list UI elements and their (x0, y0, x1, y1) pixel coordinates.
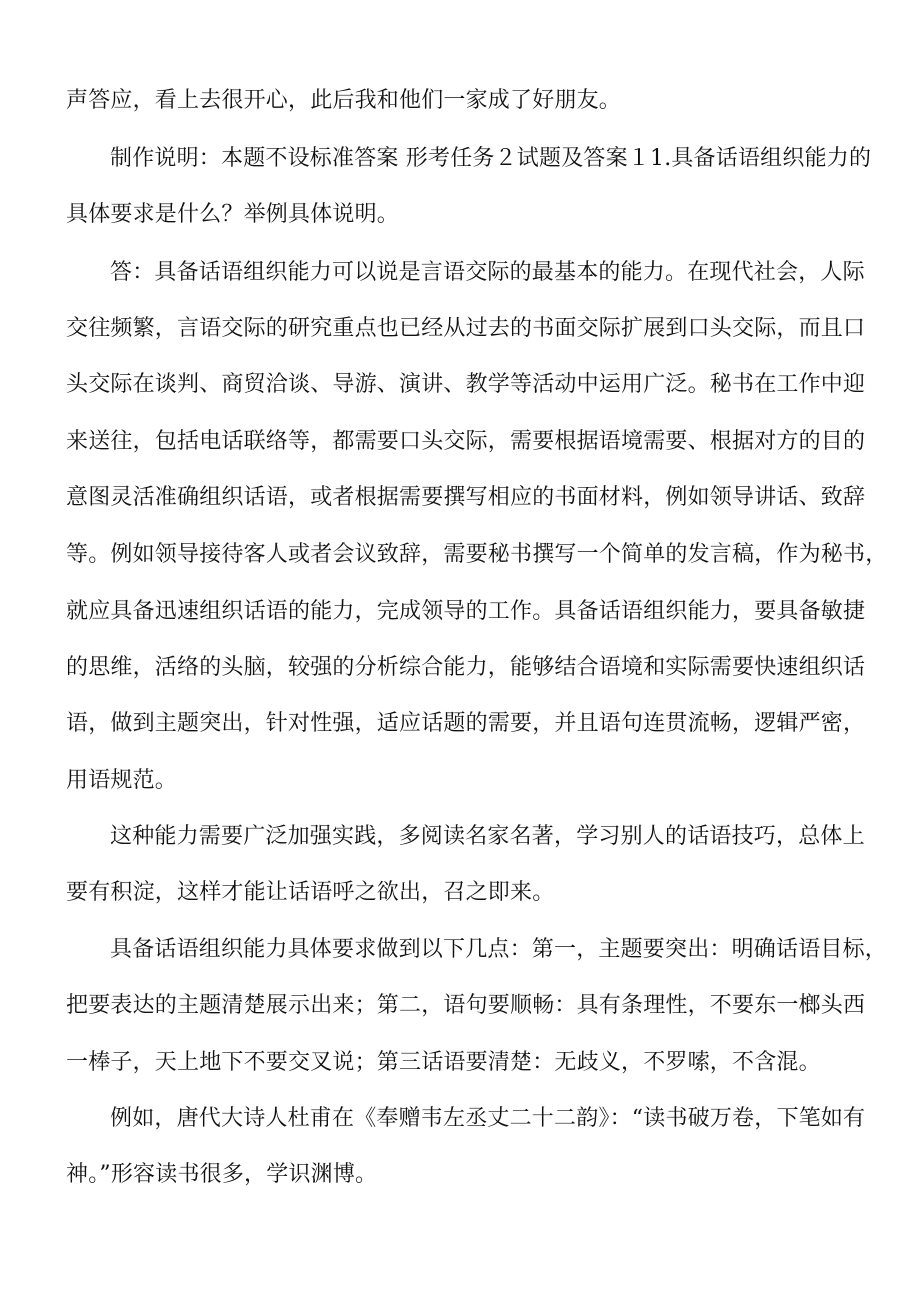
text-line: 语，做到主题突出，针对性强，适应话题的需要，并且语句连贯流畅，逻辑严密， (66, 711, 866, 736)
text-line: 这种能力需要广泛加强实践，多阅读名家名著，学习别人的话语技巧，总体上 (110, 824, 865, 849)
text-line: 把要表达的主题清楚展示出来；第二，语句要顺畅：具有条理性，不要东一榔头西 (66, 993, 866, 1018)
text-line: 具体要求是什么？举例具体说明。 (66, 202, 400, 227)
text-line: 例如，唐代大诗人杜甫在《奉赠韦左丞丈二十二韵》：“读书破万卷，下笔如有 (110, 1106, 866, 1131)
text-line: 就应具备迅速组织话语的能力，完成领导的工作。具备话语组织能力，要具备敏捷 (66, 599, 866, 624)
text-line: 交往频繁，言语交际的研究重点也已经从过去的书面交际扩展到口头交际，而且口 (66, 316, 866, 341)
text-line: 用语规范。 (66, 768, 178, 793)
text-line: 神。”形容读书很多，学识渊博。 (66, 1162, 378, 1187)
text-line: 制作说明：本题不设标准答案 形考任务２试题及答案１1.具备话语组织能力的 (110, 146, 872, 171)
text-line: 答：具备话语组织能力可以说是言语交际的最基本的能力。在现代社会，人际 (110, 260, 865, 285)
text-line: 的思维，活络的头脑，较强的分析综合能力，能够结合语境和实际需要快速组织话 (66, 655, 866, 680)
text-line: 要有积淀，这样才能让话语呼之欲出，召之即来。 (66, 880, 555, 905)
text-line: 一棒子，天上地下不要交叉说；第三话语要清楚：无歧义，不罗嗦，不含混。 (66, 1050, 821, 1075)
text-line: 来送往，包括电话联络等，都需要口头交际，需要根据语境需要、根据对方的目的 (66, 429, 866, 454)
text-line: 具备话语组织能力具体要求做到以下几点：第一，主题要突出：明确话语目标， (110, 937, 888, 962)
text-line: 声答应，看上去很开心，此后我和他们一家成了好朋友。 (66, 88, 622, 113)
text-line: 意图灵活准确组织话语，或者根据需要撰写相应的书面材料，例如领导讲话、致辞 (66, 485, 866, 510)
text-line: 等。例如领导接待客人或者会议致辞，需要秘书撰写一个简单的发言稿，作为秘书， (66, 542, 888, 567)
text-line: 头交际在谈判、商贸洽谈、导游、演讲、教学等活动中运用广泛。秘书在工作中迎 (66, 372, 866, 397)
